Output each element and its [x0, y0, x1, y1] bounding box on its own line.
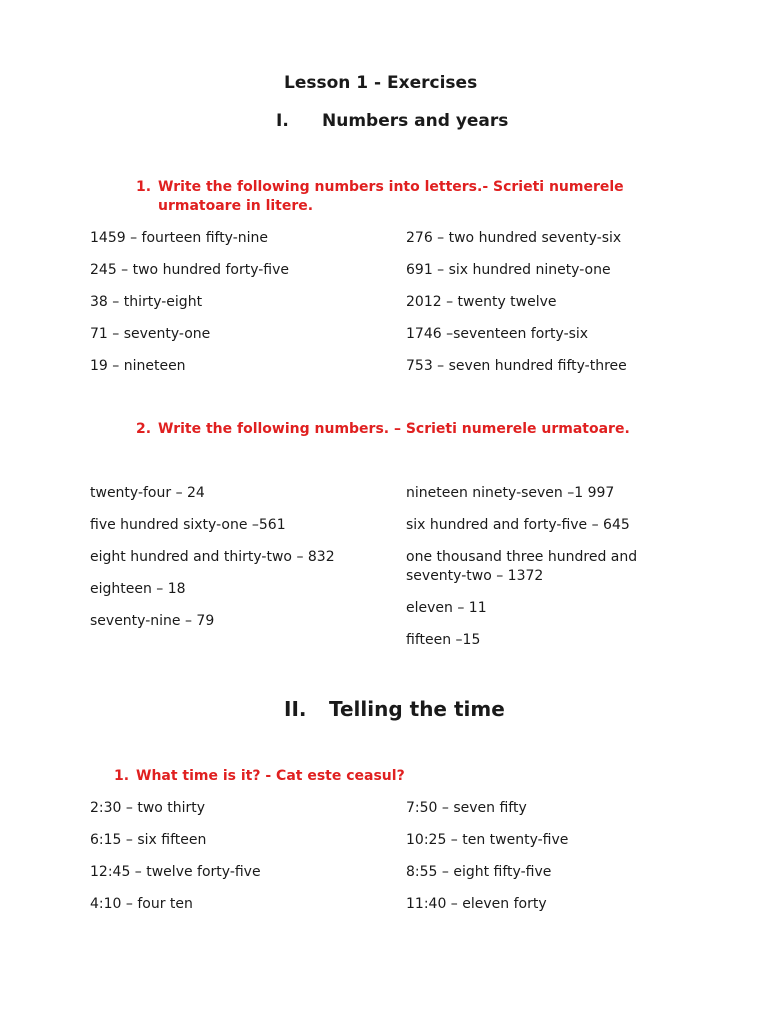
ex2-left-item: seventy-nine – 79: [90, 613, 215, 629]
ex2-right-item: nineteen ninety-seven –1 997: [406, 485, 615, 501]
section-2-numeral: II.: [284, 697, 307, 721]
section-1-heading: Numbers and years: [322, 111, 509, 131]
ex2-left-item: eight hundred and thirty-two – 832: [90, 549, 335, 565]
time-right-item: 8:55 – eight fifty-five: [406, 864, 552, 880]
ex1-instruction-line1: Write the following numbers into letters.- Scrieti numerele: [158, 179, 624, 195]
ex2-left-item: five hundred sixty-one –561: [90, 517, 286, 533]
ex2-right-item: one thousand three hundred and: [406, 549, 638, 565]
ex1-right-item: 753 – seven hundred fifty-three: [406, 358, 627, 374]
ex1-left-item: 19 – nineteen: [90, 358, 186, 374]
ex3-number: 1.: [114, 768, 130, 784]
ex3-instruction: What time is it? - Cat este ceasul?: [136, 768, 405, 784]
time-left-item: 12:45 – twelve forty-five: [90, 864, 261, 880]
ex2-left-item: eighteen – 18: [90, 581, 186, 597]
ex2-number: 2.: [136, 421, 152, 437]
time-right-item: 10:25 – ten twenty-five: [406, 832, 569, 848]
ex2-right-item: fifteen –15: [406, 632, 481, 648]
time-right-item: 11:40 – eleven forty: [406, 896, 547, 912]
ex2-instruction: Write the following numbers. – Scrieti numerele urmatoare.: [158, 421, 630, 437]
ex1-left-item: 71 – seventy-one: [90, 326, 211, 342]
ex1-right-item: 276 – two hundred seventy-six: [406, 230, 622, 246]
ex1-right-item: 691 – six hundred ninety-one: [406, 262, 611, 278]
ex2-right-item: six hundred and forty-five – 645: [406, 517, 630, 533]
ex1-left-item: 1459 – fourteen fifty-nine: [90, 230, 269, 246]
ex2-left-item: twenty-four – 24: [90, 485, 205, 501]
time-right-item: 7:50 – seven fifty: [406, 800, 527, 816]
ex2-right-item: seventy-two – 1372: [406, 568, 544, 584]
page-title: Lesson 1 - Exercises: [284, 73, 478, 93]
ex1-instruction-line2: urmatoare in litere.: [158, 198, 314, 214]
ex1-right-item: 2012 – twenty twelve: [406, 294, 557, 310]
ex1-right-item: 1746 –seventeen forty-six: [406, 326, 589, 342]
time-left-item: 2:30 – two thirty: [90, 800, 206, 816]
ex2-right-item: eleven – 11: [406, 600, 487, 616]
ex1-left-item: 38 – thirty-eight: [90, 294, 203, 310]
time-left-item: 4:10 – four ten: [90, 896, 193, 912]
section-2-heading: Telling the time: [329, 697, 505, 721]
section-1-numeral: I.: [276, 111, 289, 131]
ex1-left-item: 245 – two hundred forty-five: [90, 262, 290, 278]
ex1-number: 1.: [136, 179, 152, 195]
time-left-item: 6:15 – six fifteen: [90, 832, 207, 848]
